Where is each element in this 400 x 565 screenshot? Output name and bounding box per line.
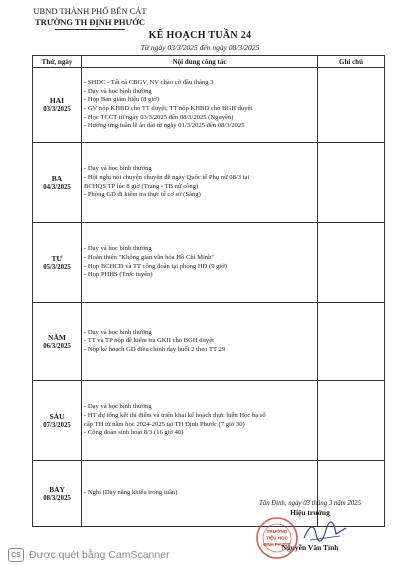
day-cell bbox=[33, 143, 82, 223]
task-item: - Nộp kế hoạch GD điều chỉnh dạy buổi 2 theo TT 29 bbox=[84, 345, 226, 353]
table-row-friday bbox=[33, 381, 385, 461]
task-item: - Họp BCHCĐ và TT công đoàn tại phòng HĐ (9 giờ) bbox=[84, 262, 227, 270]
note-cell bbox=[318, 143, 385, 223]
stamp-text-1: TRƯỜNG bbox=[266, 529, 288, 534]
day-date: 08/3/2025 bbox=[43, 494, 71, 502]
table-row-monday bbox=[33, 68, 385, 143]
task-item: - Hoàn thiện "Không gian văn hóa Hồ Chí Minh" bbox=[84, 253, 215, 261]
table-header-row bbox=[33, 56, 385, 68]
task-item: - Dạy và học bình thường bbox=[84, 245, 152, 253]
task-item: - Nghỉ (Dạy năng khiếu trong tuần) bbox=[84, 489, 178, 497]
task-item: - Dạy và học bình thường bbox=[84, 165, 152, 173]
day-date: 07/3/2025 bbox=[43, 421, 71, 429]
signer-role: Hiệu trưởng bbox=[290, 508, 330, 517]
day-name: TƯ bbox=[51, 253, 63, 263]
day-name: HAI bbox=[49, 96, 65, 105]
task-item: - Học TCCT từ ngày 03/3/2025 đến 08/3/2025 (Nguyên) bbox=[84, 113, 234, 121]
org-line-1: UBND THÀNH PHỐ BẾN CÁT bbox=[33, 6, 147, 16]
table-row-tuesday bbox=[33, 143, 385, 223]
day-cell bbox=[33, 381, 82, 461]
org-line-2: TRƯỜNG TH ĐỊNH PHƯỚC bbox=[35, 17, 145, 27]
content-cell bbox=[82, 381, 318, 461]
weekly-plan-table bbox=[32, 55, 385, 527]
school-stamp bbox=[255, 516, 299, 560]
camscanner-logo-icon: CS bbox=[8, 548, 24, 562]
column-header-content: Nội dung công tác bbox=[82, 56, 318, 68]
task-item: - Dạy và học bình thường bbox=[84, 328, 152, 336]
handwritten-signature bbox=[300, 520, 350, 546]
task-item: - Công đoàn sinh hoạt 8/3 (16 giờ 40) bbox=[84, 429, 184, 437]
note-cell bbox=[318, 223, 385, 303]
task-item: cấp TH từ năm học 2024-2025 tại TH Định Phước (7 giờ 30) bbox=[84, 420, 245, 428]
organization-header bbox=[10, 6, 170, 30]
content-cell bbox=[82, 68, 318, 143]
task-item: BCHQS TP lúc 8 giờ (Trang - TB nữ công) bbox=[84, 182, 199, 190]
content-cell bbox=[82, 303, 318, 381]
content-cell bbox=[82, 223, 318, 303]
note-cell bbox=[318, 381, 385, 461]
stamp-text-2: TIỂU HỌC bbox=[266, 535, 288, 541]
day-cell bbox=[33, 68, 82, 143]
column-header-note: Ghi chú bbox=[318, 56, 385, 68]
day-cell bbox=[33, 223, 82, 303]
day-cell bbox=[33, 303, 82, 381]
day-date: 04/3/2025 bbox=[43, 183, 71, 191]
table-row-wednesday bbox=[33, 223, 385, 303]
task-item: - SHDC - Tất cả CBGV, NV chào cờ đầu tháng 3 bbox=[84, 79, 214, 87]
day-name: NĂM bbox=[48, 332, 66, 342]
note-cell bbox=[318, 68, 385, 143]
place-date: Tân Định, ngày 03 tháng 3 năm 2025 bbox=[259, 500, 361, 507]
note-cell bbox=[318, 303, 385, 381]
scanner-footer bbox=[8, 548, 170, 562]
scanner-footer-text: Được quét bằng CamScanner bbox=[29, 549, 170, 561]
task-item: - Hưởng ứng tuần lễ áo dài từ ngày 01/3/2025 đến 08/3/2025 bbox=[84, 122, 245, 130]
content-cell bbox=[82, 143, 318, 223]
task-item: - Phòng GD đi kiểm tra thực tế cơ sở (Sáng) bbox=[84, 191, 201, 199]
task-item: - Họp Ban giám hiệu (8 giờ) bbox=[84, 96, 159, 104]
column-header-day: Thứ, ngày bbox=[33, 56, 82, 68]
stamp-text-3: ĐỊNH PHƯỚC bbox=[263, 542, 291, 547]
task-item: - Hội nghị nói chuyện chuyên đề ngày Quốc tế Phụ nữ 08/3 tại bbox=[84, 173, 250, 181]
task-item: - TT và TP nộp đề kiểm tra GKII cho BGH duyệt bbox=[84, 337, 214, 345]
day-date: 03/3/2025 bbox=[43, 106, 71, 113]
table-row-thursday bbox=[33, 303, 385, 381]
day-name: SÁU bbox=[49, 411, 65, 421]
signer-name: Nguyễn Văn Tính bbox=[281, 543, 339, 552]
task-item: - Họp PHHS (Trực tuyến) bbox=[84, 271, 153, 279]
day-name: BA bbox=[51, 173, 63, 183]
day-date: 05/3/2025 bbox=[43, 263, 71, 271]
document-subtitle: Từ ngày 03/3/2025 đến ngày 08/3/2025 bbox=[140, 43, 260, 52]
task-item: - GV nộp KHBD cho TT duyệt; TT nộp KHBD cho BGH duyệt bbox=[84, 105, 253, 112]
task-item: - Dạy và học bình thường bbox=[84, 403, 152, 411]
task-item: - HT dự tổng kết thí điểm và triển khai kế hoạch thực hiện Học bạ số bbox=[84, 411, 266, 419]
day-cell bbox=[33, 461, 82, 527]
day-name: BẢY bbox=[49, 484, 65, 494]
day-date: 06/3/2025 bbox=[43, 342, 71, 350]
task-item: - Dạy và học bình thường bbox=[84, 87, 152, 95]
document-title: KẾ HOẠCH TUẦN 24 bbox=[148, 30, 252, 41]
